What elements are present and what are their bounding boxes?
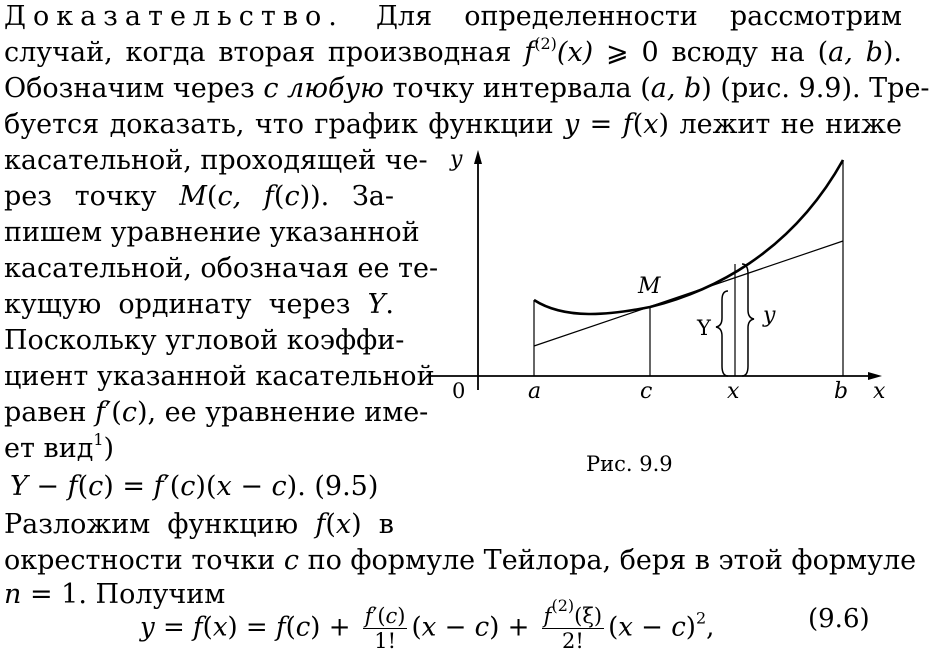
text-left-8-a: равен	[4, 397, 87, 428]
text-n-b: Получим	[95, 579, 226, 610]
text-line-3-d: (рис. 9.9). Тре-	[720, 73, 930, 104]
text-taylor-line: окрестности точки c по формуле Тейлора, беря в этой формуле	[4, 545, 917, 576]
text-left-8-b: , ее уравнение име-	[147, 397, 429, 428]
text-expand-line: Разложим функцию f(x) в	[4, 509, 394, 540]
text-line-3-c: точку интервала	[392, 73, 632, 104]
label-a: a	[528, 379, 542, 404]
footnote-mark: 1	[93, 430, 104, 449]
text-line-3-a: Обозначим через	[4, 73, 255, 104]
text-expand-b: в	[378, 509, 394, 540]
math-second-derivative: $f^{(2)}(x)$ ⩾ 0	[524, 34, 659, 68]
math-point-M: M(c, f(c)).	[179, 181, 330, 212]
figure-9-9	[420, 140, 905, 440]
text-line-1	[4, 2, 902, 32]
proof-word: Доказательство.	[4, 1, 344, 32]
equation-9-6-label: (9.6)	[808, 604, 870, 634]
equation-9-5-label: (9.5)	[314, 471, 379, 502]
brace-Y	[716, 291, 728, 376]
label-Y: Y	[697, 316, 711, 340]
text-line-4-b: лежит не ниже	[679, 109, 902, 140]
text-line-4-a: буется доказать, что график функции	[4, 109, 554, 140]
text-line-3: Обозначим через c любую точку интервала (a, b) (рис. 9.9). Тре-	[4, 73, 930, 104]
label-x: x	[727, 379, 740, 404]
text-left-2	[4, 182, 394, 212]
text-taylor-a: окрестности точки	[4, 545, 276, 576]
equation-9-6: y = f(x) = f(c) + $\frac{f'(c)}{1!}$ (x − c) + $\frac{f^{(2)}(\xi)}{2!}$ $(x - c)^2$,	[140, 596, 715, 653]
text-left-2-b: За-	[351, 181, 395, 212]
text-n-line: n = 1. Получим	[4, 579, 226, 610]
text-emph-lyubuyu: любую	[287, 73, 384, 104]
label-M: M	[638, 274, 661, 299]
text-left-3: пишем уравнение указанной	[4, 217, 420, 248]
figure-caption: Рис. 9.9	[586, 452, 673, 476]
text-line-2	[4, 34, 903, 68]
text-left-8: равен f′(c), ее уравнение име-	[4, 397, 429, 428]
brace-y	[742, 264, 754, 376]
text-taylor-b: по формуле Тейлора, беря в этой формуле	[307, 545, 917, 576]
text-line-2-b: всюду на	[671, 37, 805, 68]
text-left-1: касательной, проходящей че-	[4, 145, 428, 176]
equation-9-5: Y − f(c) = f′(c)(x − c). (9.5)	[10, 471, 379, 502]
text-expand-a: Разложим функцию	[4, 509, 299, 540]
y-axis-arrow	[474, 150, 482, 164]
text-left-4: касательной, обозначая ее те-	[4, 253, 439, 284]
text-left-6: Поскольку угловой коэффи-	[4, 325, 405, 356]
math-y-eq-fx: y = f(x)	[564, 109, 670, 140]
text-left-9-a: ет вид	[4, 433, 94, 464]
label-y-brace: y	[763, 303, 776, 328]
label-x-axis: x	[873, 379, 886, 404]
label-origin: 0	[452, 379, 466, 403]
text-left-5: кущую ординату через Y.	[4, 289, 394, 320]
label-y-axis: y	[450, 147, 463, 172]
text-line-4	[4, 110, 902, 140]
text-left-5-a: кущую ординату через	[4, 289, 351, 320]
text-left-2-a: рез точку	[4, 181, 157, 212]
label-b: b	[834, 379, 849, 404]
text-left-9: ет вид$^1$)	[4, 430, 115, 464]
text-left-7: циент указанной касательной	[4, 361, 435, 392]
label-c: c	[640, 379, 653, 404]
math-interval: (a, b).	[817, 37, 903, 68]
text-line-1-rest: Для определенности рассмотрим	[375, 1, 902, 32]
function-curve	[534, 160, 843, 314]
tangent-line	[534, 241, 843, 346]
text-line-2-a: случай, когда вторая производная	[4, 37, 512, 68]
